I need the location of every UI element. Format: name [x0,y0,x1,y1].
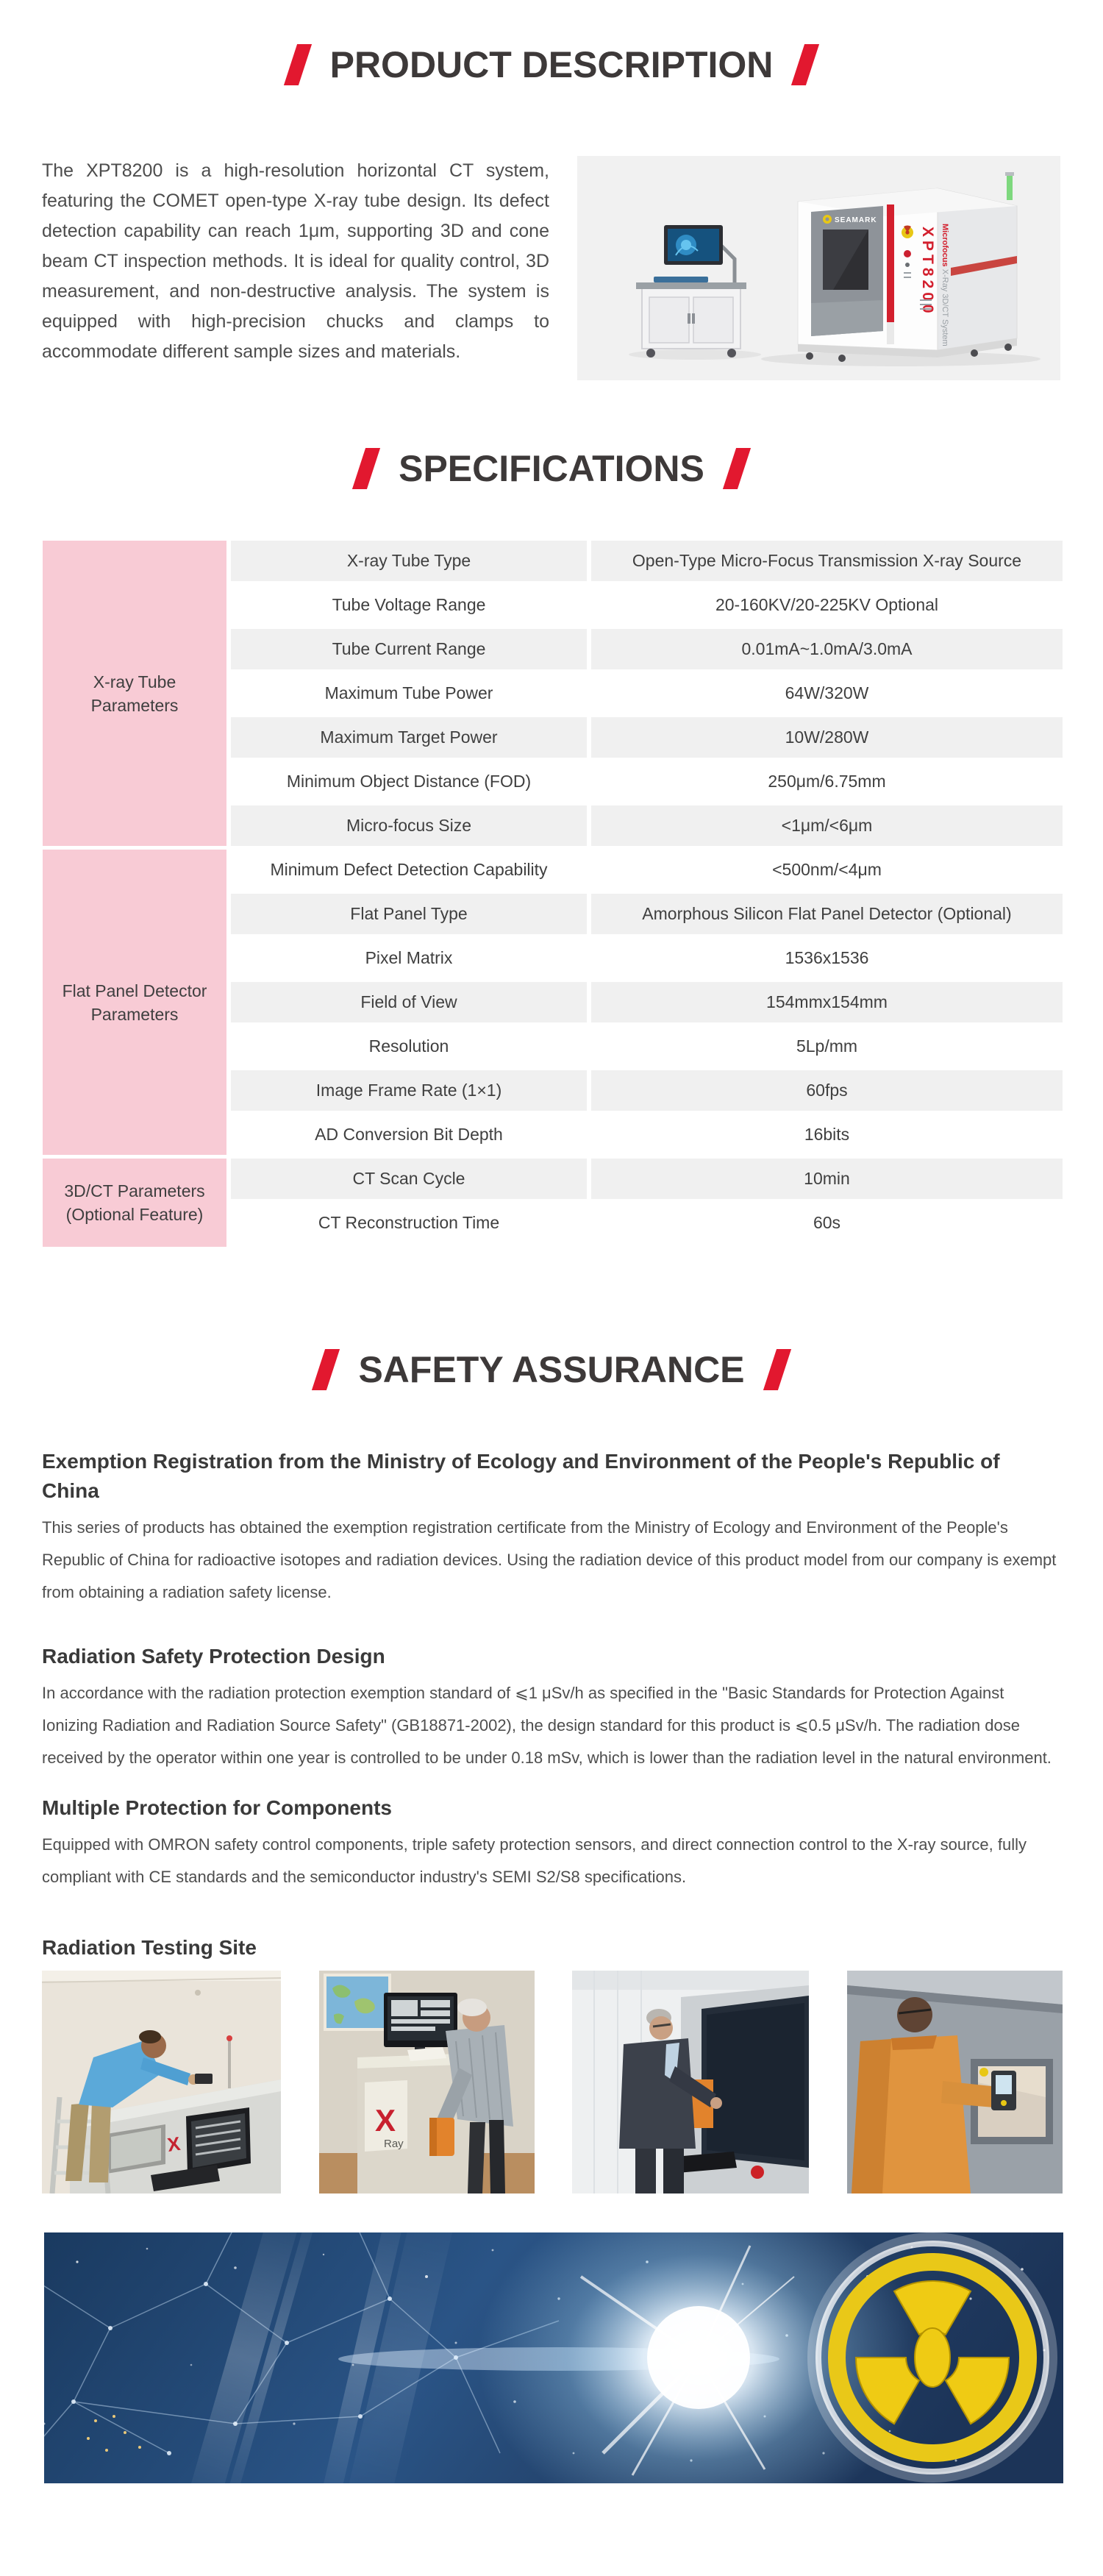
spec-label: Tube Current Range [226,629,587,673]
spec-label: Minimum Defect Detection Capability [226,850,587,894]
safety-block-body: This series of products has obtained the exemption registration certificate from the Ministry of Ecology and Environment of the People's Republic of China for radioactive isotopes and radiation devices. Using the radiation device of this product model from our company is exempt from obtaining a radiation safety license. [42,1518,1057,1601]
group-label-xray-tube: X-ray Tube Parameters [43,541,226,850]
table-row [43,541,1063,585]
group-label-3dct: 3D/CT Parameters (Optional Feature) [43,1159,226,1247]
spec-value: Open-Type Micro-Focus Transmission X-ray Source [587,541,1063,585]
specifications-header [0,445,1103,492]
spec-value: 10min [587,1159,1063,1203]
photo-map-illustration [319,1971,535,2193]
model-label: XPT8200 [919,227,936,317]
safety-section [42,1447,1063,2483]
group-label-flat-panel: Flat Panel Detector Parameters [43,850,226,1159]
spec-value: 20-160KV/20-225KV Optional [587,585,1063,629]
spec-value: 250μm/6.75mm [587,761,1063,805]
spec-label: Image Frame Rate (1×1) [226,1070,587,1114]
radiation-testing-gallery [42,1971,1063,2193]
spec-value: <1μm/<6μm [587,805,1063,850]
product-description-section [42,156,1063,380]
safety-block-body: Equipped with OMRON safety control components, triple safety protection sensors, and direct connection control to the X-ray source, fully compliant with CE standards and the semiconductor industry's SEMI S2/S8 specifications. [42,1835,1027,1886]
spec-label: Flat Panel Type [226,894,587,938]
spec-value: 1536x1536 [587,938,1063,982]
spec-label: AD Conversion Bit Depth [226,1114,587,1159]
radiation-testing-photo-4 [847,1971,1063,2193]
spec-value: 5Lp/mm [587,1026,1063,1070]
photo-ladder-illustration [42,1971,281,2193]
product-description-text: The XPT8200 is a high-resolution horizontal CT system, featuring the COMET open-type X-ray tube design. Its defect detection capability can reach 1μm, supporting 3D and cone beam CT inspection methods. It is ideal for quality control, 3D measurement, and non-destructive analysis. The system is equipped with high-precision chucks and clamps to accommodate different sample sizes and materials. [42,160,549,362]
tagline-rest: X-Ray 3D/CT System [940,266,949,346]
spec-label: Minimum Object Distance (FOD) [226,761,587,805]
table-row [43,1159,1063,1203]
spec-label: CT Reconstruction Time [226,1203,587,1247]
radiation-banner-illustration [44,2232,1063,2483]
specifications-table [43,541,1063,1247]
product-image [577,156,1060,380]
spec-value: <500nm/<4μm [587,850,1063,894]
radiation-testing-photo-3 [572,1971,809,2193]
table-row [43,850,1063,894]
svg-text:X: X [165,2132,182,2156]
spec-value: Amorphous Silicon Flat Panel Detector (Optional) [587,894,1063,938]
red-slash-icon [723,448,751,489]
page-title: PRODUCT DESCRIPTION [329,44,774,85]
tagline-em: Microfocus [940,224,949,267]
spec-value: 60fps [587,1070,1063,1114]
safety-block-heading: Exemption Registration from the Ministry of Ecology and Environment of the People's Republic of China [42,1450,1000,1502]
spec-value: 10W/280W [587,717,1063,761]
red-slash-icon [312,1349,340,1390]
radiation-testing-site-heading: Radiation Testing Site [42,1936,257,1959]
safety-assurance-title: SAFETY ASSURANCE [358,1349,745,1390]
spec-label: CT Scan Cycle [226,1159,587,1203]
svg-text:Ray: Ray [383,2138,404,2150]
photo-window-illustration [847,1971,1063,2193]
safety-block-body: In accordance with the radiation protection exemption standard of ⩽1 μSv/h as specified in the "Basic Standards for Protection Against Ionizing Radiation and Radiation Source Safety" (GB18871-2002), the design standard for this product is ⩽0.5 μSv/h. The radiation dose received by the operator within one year is controlled to be under 0.18 mSv, which is lower than the radiation level in the natural environment. [42,1684,1052,1767]
svg-text:Microfocus X-Ray 3D/CT System [940,224,949,346]
safety-block-heading: Multiple Protection for Components [42,1796,392,1819]
radiation-banner [44,2232,1063,2483]
spec-value: 60s [587,1203,1063,1247]
ct-machine-illustration [577,156,1060,380]
specifications-title: SPECIFICATIONS [399,448,704,489]
spec-label: Micro-focus Size [226,805,587,850]
spec-label: Field of View [226,982,587,1026]
spec-label: Pixel Matrix [226,938,587,982]
spec-value: 16bits [587,1114,1063,1159]
radiation-testing-photo-2 [319,1971,535,2193]
red-slash-icon [791,44,819,85]
spec-value: 64W/320W [587,673,1063,717]
spec-label: Maximum Tube Power [226,673,587,717]
svg-text:X: X [374,2103,396,2138]
spec-label: Resolution [226,1026,587,1070]
red-slash-icon [352,448,380,489]
safety-block-heading: Radiation Safety Protection Design [42,1645,385,1668]
red-slash-icon [763,1349,790,1390]
spec-label: Maximum Target Power [226,717,587,761]
spec-value: 0.01mA~1.0mA/3.0mA [587,629,1063,673]
red-slash-icon [283,44,311,85]
brand-logo-text: SEAMARK [835,216,877,224]
safety-assurance-header [0,1346,1103,1393]
radiation-testing-photo-1 [42,1971,281,2193]
spec-label: Tube Voltage Range [226,585,587,629]
spec-label: X-ray Tube Type [226,541,587,585]
product-description-header [0,41,1103,88]
photo-console-illustration [572,1971,809,2193]
spec-value: 154mmx154mm [587,982,1063,1026]
